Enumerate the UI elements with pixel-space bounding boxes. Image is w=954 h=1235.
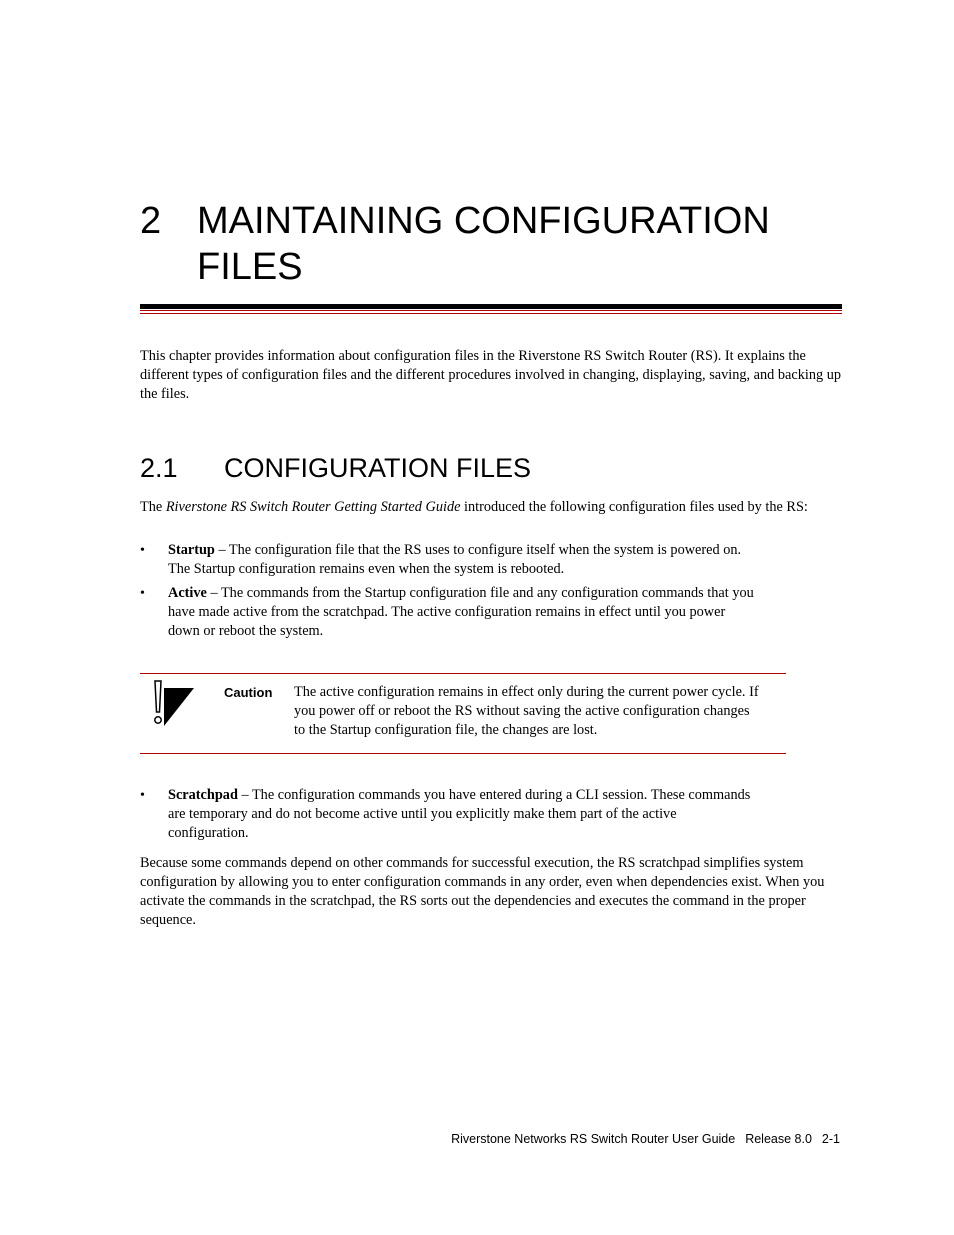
bullet-icon: • <box>140 586 145 601</box>
bullet-term: Startup <box>168 542 215 558</box>
list-item <box>140 786 760 843</box>
chapter-number: 2 <box>140 200 162 242</box>
chapter-title <box>140 198 840 290</box>
footer-page-number: 2-1 <box>821 1132 840 1146</box>
section-number: 2.1 <box>140 453 178 483</box>
caution-rule-top <box>140 673 786 674</box>
list-item <box>140 584 760 641</box>
chapter-rule-thick <box>140 304 842 309</box>
section-lead-paragraph <box>140 498 842 517</box>
bullet-text: – The configuration commands you have entered during a CLI session. These commands are temporary and do not become active until you explicitly make them part of the active configuration. <box>168 787 751 841</box>
footer-guide-title: Riverstone Networks RS Switch Router User Guide <box>451 1132 736 1146</box>
bullet-text: – The configuration file that the RS uses to configure itself when the system is powered on. The Startup configuration remains even when the system is rebooted. <box>168 542 742 577</box>
page-footer <box>451 1131 840 1147</box>
caution-rule-bottom <box>140 753 786 754</box>
bullet-text: – The commands from the Startup configuration file and any configuration commands that you have made active from the scratchpad. The active configuration remains in effect until you power down or reboot the system. <box>168 585 754 639</box>
closing-paragraph: Because some commands depend on other commands for successful execution, the RS scratchpad simplifies system configuration by allowing you to enter configuration commands in any order, even when dependencies exist. When you activate the commands in the scratchpad, the RS sorts out the dependencies and executes the command in the proper sequence. <box>140 855 825 928</box>
bullet-term: Active <box>168 585 207 601</box>
section-title: CONFIGURATION FILES <box>224 453 532 483</box>
chapter-title-line2: FILES <box>197 246 303 288</box>
chapter-title-line1: MAINTAINING CONFIGURATION <box>197 200 770 242</box>
guide-title-italic: Riverstone RS Switch Router Getting Started Guide <box>165 499 461 515</box>
caution-icon <box>140 678 196 728</box>
caution-text: The active configuration remains in effect only during the current power cycle. If you power off or reboot the RS without saving the active configuration changes to the Startup configuration file, the changes are lost. <box>294 684 759 738</box>
intro-paragraph: This chapter provides information about configuration files in the Riverstone RS Switch Router (RS). It explains the different types of configuration files and the different procedures involved in changing, displaying, saving, and backing up the files. <box>140 348 842 402</box>
lead-text-before: The <box>140 499 166 515</box>
lead-text-after: introduced the following configuration files used by the RS: <box>460 499 808 515</box>
chapter-rule-red-top <box>140 310 842 311</box>
list-item <box>140 541 760 579</box>
bullet-icon: • <box>140 543 145 558</box>
footer-release: Release 8.0 <box>745 1132 812 1146</box>
caution-label: Caution <box>224 685 273 700</box>
bullet-icon: • <box>140 788 145 803</box>
chapter-rule-red-bottom <box>140 313 842 314</box>
bullet-term: Scratchpad <box>168 787 238 803</box>
